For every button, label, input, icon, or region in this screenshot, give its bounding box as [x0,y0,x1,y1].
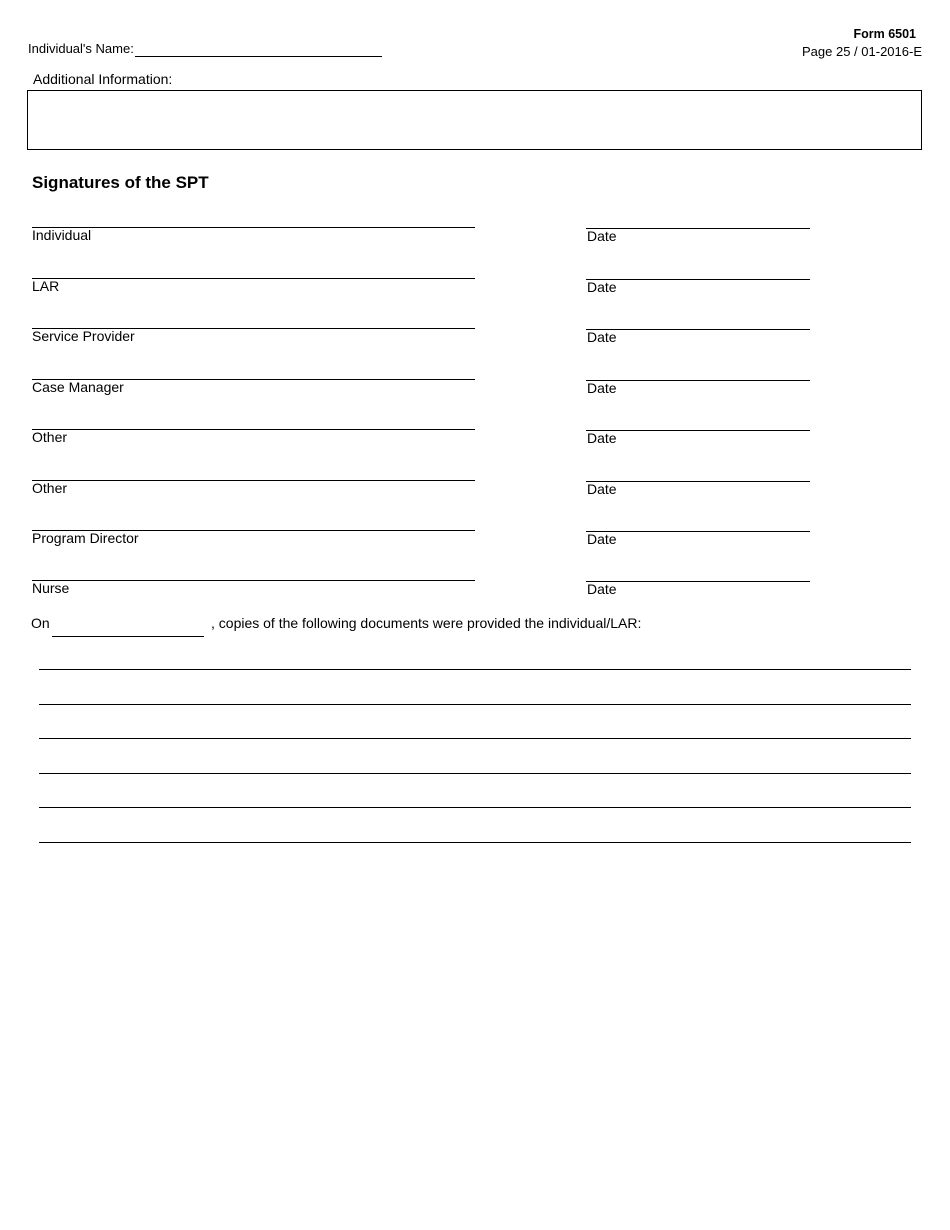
document-line-2[interactable] [39,704,911,705]
document-line-6[interactable] [39,842,911,843]
page-info: Page 25 / 01-2016-E [802,44,922,59]
date-line[interactable] [586,531,810,532]
document-line-5[interactable] [39,807,911,808]
signature-role-label: Other [32,480,68,496]
signature-row-other-2 [0,480,950,510]
individual-name-field[interactable] [135,56,382,57]
signature-row-lar [0,278,950,308]
signature-line[interactable] [32,227,475,228]
document-line-1[interactable] [39,669,911,670]
signature-row-other-1 [0,429,950,459]
signature-role-label: Program Director [32,530,139,546]
provided-date-field[interactable] [52,636,204,637]
date-label: Date [587,531,617,547]
signature-line[interactable] [32,429,475,430]
signature-role-label: LAR [32,278,60,294]
signature-role-label: Other [32,429,68,445]
signature-row-individual [0,227,950,257]
date-line[interactable] [586,581,810,582]
on-label: On [31,615,50,631]
signature-row-case-manager [0,379,950,409]
signature-row-service-provider [0,328,950,358]
signature-line[interactable] [32,278,475,279]
signature-role-label: Case Manager [32,379,124,395]
individual-name-label: Individual's Name: [28,41,134,56]
date-label: Date [587,481,617,497]
additional-information-label: Additional Information: [33,71,173,87]
date-label: Date [587,581,617,597]
date-label: Date [587,430,617,446]
document-line-3[interactable] [39,738,911,739]
signature-row-program-director [0,530,950,560]
date-line[interactable] [586,228,810,229]
date-label: Date [587,279,617,295]
documents-provided-statement: , copies of the following documents were provided the individual/LAR: [211,615,642,631]
date-label: Date [587,329,617,345]
date-line[interactable] [586,380,810,381]
date-label: Date [587,228,617,244]
signature-line[interactable] [32,480,475,481]
signature-role-label: Individual [32,227,92,243]
date-label: Date [587,380,617,396]
date-line[interactable] [586,279,810,280]
signature-role-label: Service Provider [32,328,135,344]
additional-information-field[interactable] [27,90,922,150]
signature-role-label: Nurse [32,580,70,596]
signature-row-nurse [0,580,950,610]
signatures-title: Signatures of the SPT [32,173,209,192]
date-line[interactable] [586,481,810,482]
form-number: Form 6501 [853,27,916,41]
signature-line[interactable] [32,580,475,581]
date-line[interactable] [586,430,810,431]
document-line-4[interactable] [39,773,911,774]
date-line[interactable] [586,329,810,330]
